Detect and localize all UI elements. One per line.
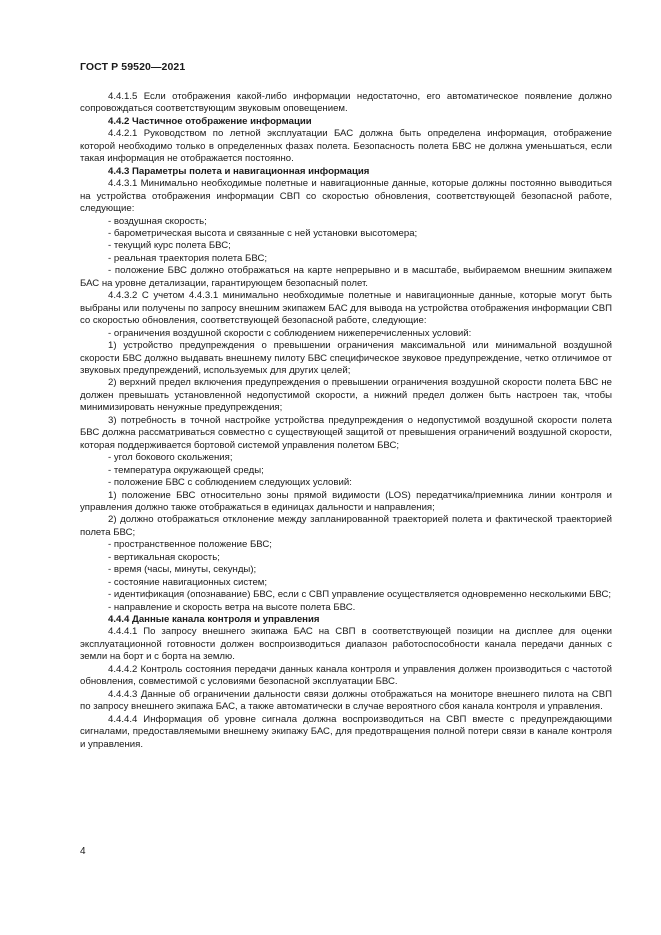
paragraph: 3) потребность в точной настройке устройства предупреждения о недопустимой воздушной скорости полета БВС должна рассматриваться совместно с существующей защитой от превышения ограничений воздушной скорости, которая поддерживается бортовой системой управления полетом БВС;	[80, 414, 612, 451]
list-item: - ограничения воздушной скорости с соблюдением нижеперечисленных условий:	[108, 327, 472, 339]
paragraph: 1) устройство предупреждения о превышении ограничения максимальной или минимальной воздушной скорости БВС должно выдавать внешнему пилоту БВС специфическое звуковое предупреждение, четко отличимое от звуковых предупреждений, используемых для других целей;	[80, 340, 612, 376]
list-item: - барометрическая высота и связанные с ней установки высотомера;	[108, 227, 418, 239]
paragraph: 4.4.4.3 Данные об ограничении дальности связи должны отображаться на мониторе внешнего пилота на СВП по запросу внешнего экипажа БАС, а также автоматически в случае вероятного сбоя канала контроля и управления.	[80, 688, 612, 713]
paragraph: 2) должно отображаться отклонение между запланированной траекторией полета и фактической траекторией полета БВС;	[80, 514, 612, 538]
paragraph: 4.4.2.1 Руководством по летной эксплуатации БАС должна быть определена информация, отображение которой необходимо только в определенных фазах полета. Безопасность полета БВС не должна уменьшаться, если такая информация не отображается постоянно.	[80, 128, 612, 165]
paragraph: 4.4.3.2 С учетом 4.4.3.1 минимально необходимые полетные и навигационные данные, которые могут быть выбраны или получены по запросу внешним экипажем БАС для вывода на устройства отображения информации СВП со скоростью обновления, соответствующей безопасной работе, следующие:	[80, 290, 612, 327]
list-item: - вертикальная скорость;	[108, 551, 220, 563]
section-heading: 4.4.2 Частичное отображение информации	[108, 115, 312, 127]
list-item: - пространственное положение БВС;	[108, 539, 272, 551]
list-item: - текущий курс полета БВС;	[108, 240, 231, 252]
document-header: ГОСТ Р 59520—2021	[80, 61, 186, 73]
paragraph: 4.4.4.4 Информация об уровне сигнала должна воспроизводиться на СВП вместе с предупреждающими сигналами, предоставляемыми внешнему экипажу БАС, для предотвращения полной потери связи в канале контроля и управления.	[80, 713, 612, 750]
list-item: - воздушная скорость;	[108, 215, 207, 227]
list-item: - положение БВС должно отображаться на карте непрерывно и в масштабе, выбираемом внешним экипажем БАС на уровне детализации, гарантирующем безопасный полет.	[80, 265, 612, 289]
list-item: - температура окружающей среды;	[108, 464, 264, 476]
section-heading: 4.4.3 Параметры полета и навигационная информация	[108, 165, 370, 177]
document-body	[80, 91, 612, 751]
list-item: - время (часы, минуты, секунды);	[108, 564, 257, 576]
list-item: - положение БВС с соблюдением следующих условий:	[108, 477, 352, 489]
list-item: - состояние навигационных систем;	[108, 576, 268, 588]
list-item: - направление и скорость ветра на высоте полета БВС.	[108, 601, 356, 613]
paragraph: 1) положение БВС относительно зоны прямой видимости (LOS) передатчика/приемника линии контроля и управления должно также отображаться в единицах дальности и направления;	[80, 489, 612, 513]
paragraph: 4.4.3.1 Минимально необходимые полетные и навигационные данные, которые должны постоянно выводиться на устройства отображения информации СВП со скоростью обновления, соответствующей безопасной работе, следующие:	[80, 178, 612, 215]
list-item: - реальная траектория полета БВС;	[108, 252, 268, 264]
paragraph: 4.4.4.2 Контроль состояния передачи данных канала контроля и управления должен производиться с частотой обновления, совместимой с условиями безопасной эксплуатации БВС.	[80, 663, 612, 688]
paragraph: 2) верхний предел включения предупреждения о превышении ограничения воздушной скорости полета БВС не должен превышать установленной недопустимой скорости, а нижний предел должен быть настроен так, чтобы минимизировать ненужные предупреждения;	[80, 377, 612, 414]
paragraph: 4.4.1.5 Если отображения какой-либо информации недостаточно, его автоматическое появление должно сопровождаться соответствующим звуковым оповещением.	[80, 91, 612, 115]
section-heading: 4.4.4 Данные канала контроля и управления	[108, 614, 320, 626]
paragraph: 4.4.4.1 По запросу внешнего экипажа БАС на СВП в соответствующей позиции на дисплее для оценки эксплуатационной готовности должен воспроизводиться диапазон работоспособности канала передачи данных с земли на борт и с борта на землю.	[80, 626, 612, 663]
list-item: - идентификация (опознавание) БВС, если с СВП управление осуществляется одновременно несколькими БВС;	[108, 589, 612, 601]
page-number: 4	[80, 846, 86, 857]
list-item: - угол бокового скольжения;	[108, 452, 233, 464]
